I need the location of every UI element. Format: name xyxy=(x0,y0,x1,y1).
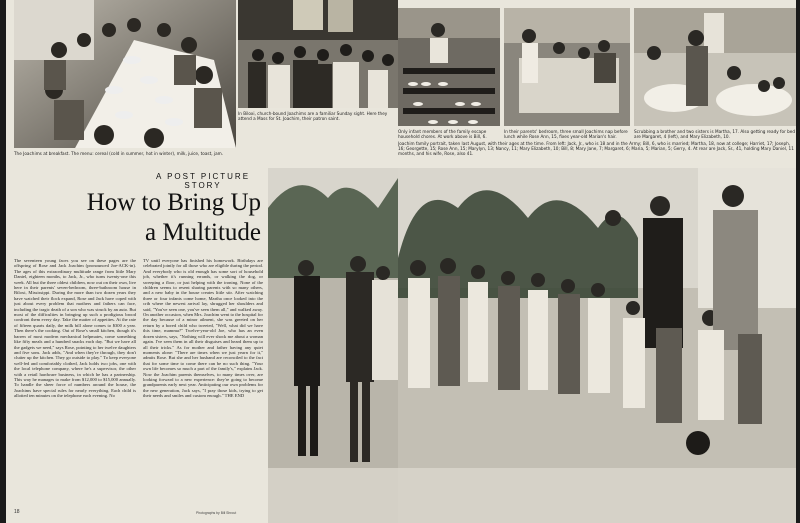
headline-line-2: a Multitude xyxy=(145,219,261,246)
left-page xyxy=(6,0,399,523)
family-portrait-caption: Joachim family portrait, taken last August, with their ages at the time. From left: Jack, Jr., who is 18 and in the Army; Bill, 6, who is married; Martha, 18, now at college; Harriet, 17; Joseph, 16; Georgette, 15; Rose Ann, 15; Marylyn, 13; Nancy, 11; Mary Elizabeth, 10; Bill, 8; Mary Jane, 7; Margaret, 6; Maria, 5; Marian, 5; Gerry, 4. At rear are Jack, Sr., 41, holding Mary Daniel, 11 months, and his wife, Rose, also 41. xyxy=(398,141,794,156)
body-column-2: TV until everyone has finished his homework. Birthdays are celebrated jointly for all those who are eligible during the period. And everybody who is old enough has some sort of household job, whether it's running errands, or walking the dog, or sweeping a floor, or just helping with the ironing. None of the children seems to resent sharing parents with so many others, and a new baby in the house creates little stir. After watching three or four infants come home, Martha once looked into the crib where the newest arrival lay, shrugged her shoulders and said, "You've seen one, you've seen them all," and walked away. On another occasion, when Mrs. Joachim went to the hospital for the day because of a minor ailment, she was greeted on her return by a bored child who tweeted, "Well, what did we have this time, mamma?" Twelve-year-old Joe, who has an even dozen sisters, says, "Nothing will ever shock me about a woman again. I've seen them in all their disguises and heard them up to all their tricks." As for mother and father having any quiet moments alone: "There are times when we just yearn for it," admits Rose. But she and her husband are reconciled to the fact that for some time to come there can be no such thing. "Your own life becomes so much a part of the family's," explains Jack. Now the Joachim parents themselves, to many times over, are looking forward to a new experience: they're going to become grandparents early next year. Anticipating our own problems for the new generation, Jack says, "I pray those kids, trying to get their needs and smiles and custom enough." THE END xyxy=(143,258,263,399)
story-headline xyxy=(51,188,261,248)
shoes-photo xyxy=(398,8,500,126)
bath-caption: Scrubbing a brother and two sisters is Martha, 17. Also getting ready for bed are Margaret, 4 (left), and Mary Elizabeth, 10. xyxy=(634,129,796,139)
breakfast-photo xyxy=(14,0,236,148)
story-kicker: A POST PICTURE STORY xyxy=(155,172,251,190)
church-photo xyxy=(238,0,398,108)
right-page xyxy=(398,0,796,523)
family-portrait-right xyxy=(398,168,796,523)
bath-photo xyxy=(634,8,796,126)
body-column-1: The seventeen young faces you see on these pages are the offspring of Rose and Jack Joachim (pronounced Joe-ACK-in). The ages of this extraordinary multitude range from little Mary Daniel, eighteen months, to Jack, Jr., who turns twenty-one this week. All but the three oldest children, now out on their own, live here in their parents' seven-bedroom, three-bathroom house in Biloxi, Mississippi. During the more than two dozen years they have watched their flock expand, Rose and Jack have coped with just about every problem that mothers and fathers can face, including the tragic death of a son who was struck by an auto. But most of the difficulties in bringing up such a prodigious brood confront them every day. Take the matter of appetites. At the rate of fifteen quarts daily, the milk bill alone comes to $300 a year. Then there's the cooking. Out of Rose's small kitchen, though it's barren of most modern mechanical helpmates, come something like fifty meals and a hundred snacks each day. "But we have all the gadgets we need," says Rose, pointing to her twelve daughters and five sons. Jack adds, "And when they're through, they don't clutter up the kitchen. They go outside to play." To keep everyone well-fed and comfortably clothed, Jack holds two jobs, one with the local telephone company, where he's a supervisor, the other with a retail hardware business, in which he has a partnership. This way he manages to make from $12,000 to $15,000 annually. To handle the sheer force of numbers around the house, the Joachims have special rules for nearly everything. Each child is allotted ten minutes on the telephone each evening. No xyxy=(14,258,136,399)
bedroom-caption: In their parents' bedroom, three small Joachims nap before lunch while Rose Ann, 15, fixes year-old Marian's hair. xyxy=(504,129,628,139)
shoes-caption: Only infant members of the family escape household chores. At work above is Bill, 6. xyxy=(398,129,487,139)
photo-credit: Photographs by Bill Shrout xyxy=(196,511,237,515)
headline-line-1: How to Bring Up xyxy=(86,189,261,216)
bedroom-photo xyxy=(504,8,630,126)
church-caption: In Biloxi, church-bound Joachims are a familiar Sunday sight. Here they attend a Mass for St. Joachim, their patron saint. xyxy=(238,111,388,121)
family-portrait-left xyxy=(268,168,398,523)
breakfast-caption: The Joachims at breakfast. The menu: cereal (cold in summer, hot in winter), milk, juice, toast, jam. xyxy=(14,151,224,156)
page-number: 18 xyxy=(14,509,20,515)
